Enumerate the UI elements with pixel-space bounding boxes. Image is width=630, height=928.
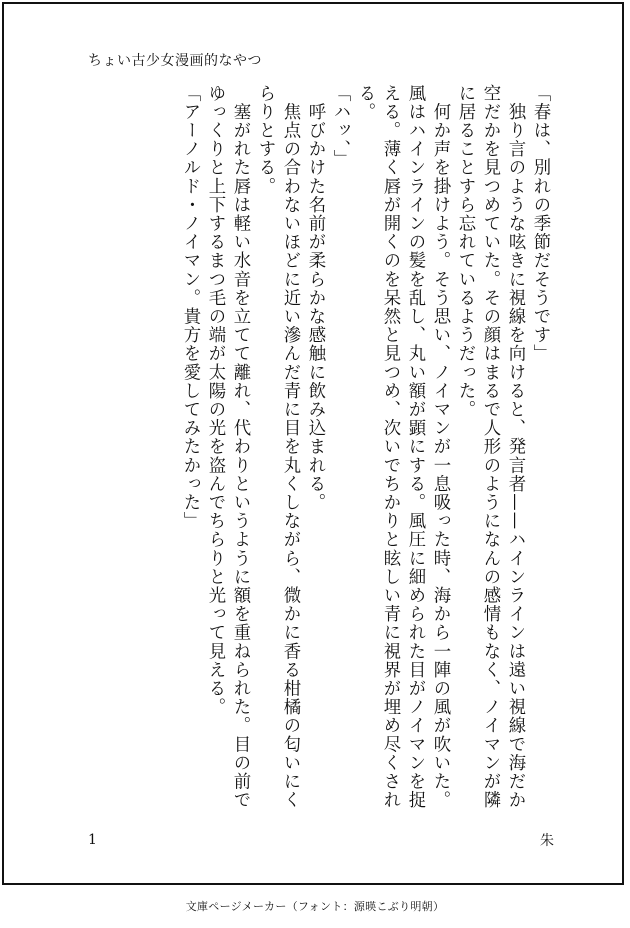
page-frame: [2, 2, 624, 885]
paragraph-7: 塞がれた唇は軽い水音を立てて離れ、代わりというように額を重ねられた。目の前でゆっくりと上下するまつ毛の端が太陽の光を盗んでちらりと光って見える。: [205, 84, 250, 810]
paragraph-6: 焦点の合わないほどに近い滲んだ青に目を丸くしながら、微かに香る柑橘の匂いにくらりとする。: [255, 84, 300, 810]
paragraph-5: 呼びかけた名前が柔らかな感触に飲み込まれる。: [305, 84, 325, 512]
paragraph-4: 「ハッ、」: [330, 84, 350, 169]
story-title: ちょい古少女漫画的なやつ: [88, 53, 262, 69]
footer-credit: 文庫ページメーカー（フォント：源暎こぶり明朝）: [185, 900, 445, 913]
paragraph-2: 独り言のような呟きに視線を向けると、発言者——ハインラインは遠い視線で海だか空だかを見つめていた。その顔はまるで人形のようになんの感情もなく、ノイマンが隣に居ることすら忘れているようだった。: [455, 84, 525, 810]
paragraph-8: 「アーノルド・ノイマン。貴方を愛してみたかった」: [180, 84, 200, 531]
vertical-body-text: [82, 84, 552, 824]
paragraph-1: 「春は、別れの季節だそうです」: [530, 84, 550, 363]
page-number: 1: [88, 832, 97, 848]
author-name: 朱: [540, 833, 554, 849]
paragraph-3: 何か声を掛けよう。そう思い、ノイマンが一息吸った時、海から一陣の風が吹いた。風はハインラインの髪を乱し、丸い額が顕にする。風圧に細められた目がノイマンを捉える。薄く唇が開くのを呆然と見つめ、次いでちかりと眩しい青に視界が埋め尽くされる。: [355, 84, 450, 810]
